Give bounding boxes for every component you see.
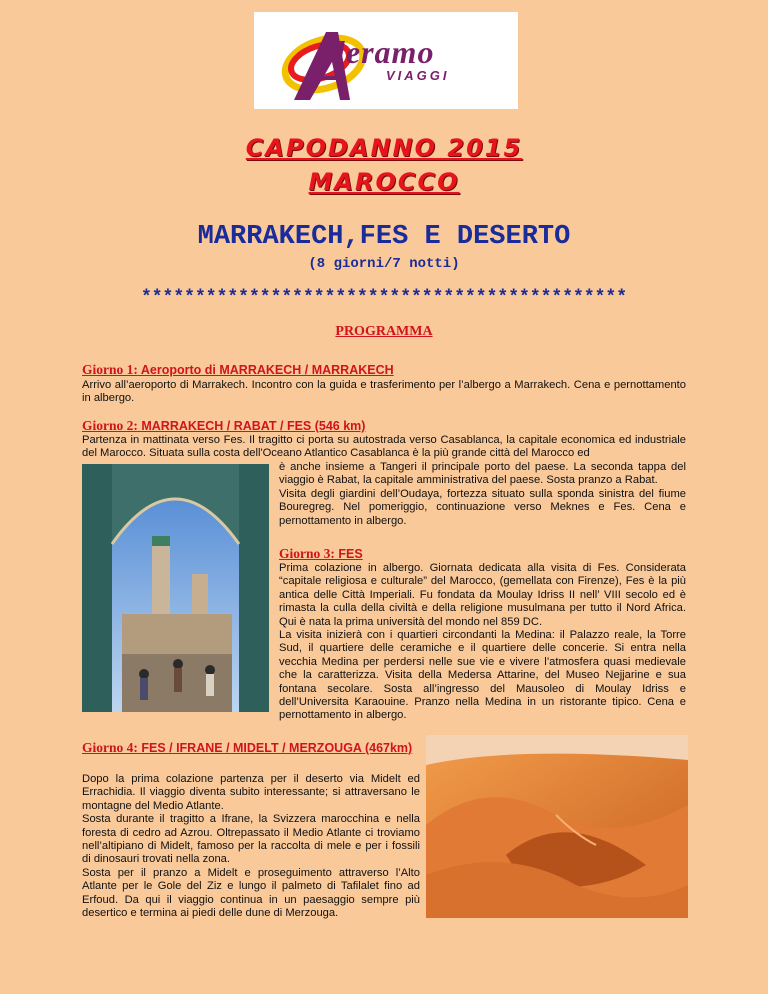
- merzouga-dunes-photo: [426, 735, 688, 918]
- heading-country: MAROCCO: [308, 168, 460, 196]
- day-2-title: Giorno 2: MARRAKECH / RABAT / FES (546 km): [82, 418, 366, 433]
- logo-subtitle: VIAGGI: [386, 68, 450, 83]
- day-4-text: Dopo la prima colazione partenza per il deserto via Midelt ed Errachidia. Il viaggio diventa subito interessante; si attraversano le montagne del Medio Atlante. Sosta durante il tragitto a Ifrane, la Svizzera marocchina e nella foresta di cedro ad Azrou. Oltrepassato il Medio Atlante ci troviamo nell’altipiano di Midelt, famoso per la raccolta di mele e per i fossili di dinosauri trovati nella zona. Sosta per il pranzo a Midelt e proseguimento attraverso l’Alto Atlante per le Gole del Ziz e lungo il palmeto di Tafilalet fino ad Erfoud. Da qui il viaggio continua in un paesaggio sempre più desertico e termina ai piedi delle dune di Merzouga.: [82, 773, 420, 920]
- day-1-title: Giorno 1: Aeroporto di MARRAKECH / MARRAKECH: [82, 362, 394, 377]
- program-heading: PROGRAMMA: [335, 324, 433, 339]
- stars-divider: *********************************************: [140, 288, 628, 308]
- heading-capodanno: CAPODANNO 2015: [245, 134, 523, 162]
- day-2-text: Partenza in mattinata verso Fes. Il tragitto ci porta su autostrada verso Casablanca, la capitale economica ed industriale del Marocco. Situata sulla costa dell'Oceano Atlantico Casablanca è la più grande città del Marocco ed: [82, 434, 686, 460]
- desert-dunes-image-icon: [426, 735, 688, 918]
- agency-logo: [254, 12, 518, 109]
- fes-medina-photo: [82, 464, 269, 712]
- day-1-text: Arrivo all’aeroporto di Marrakech. Incontro con la guida e trasferimento per l’albergo a Marrakech. Cena e pernottamento in albergo.: [82, 379, 686, 405]
- trip-duration: (8 giorni/7 notti): [308, 256, 460, 272]
- fes-gate-image-icon: [82, 464, 269, 712]
- logo-brand: leramo: [336, 34, 435, 70]
- trip-title: MARRAKECH,FES E DESERTO: [197, 222, 571, 252]
- day-4-title: Giorno 4: FES / IFRANE / MIDELT / MERZOUGA (467km): [82, 740, 413, 755]
- day-3-text: Prima colazione in albergo. Giornata dedicata alla visita di Fes. Considerata “capitale religiosa e culturale” del Marocco, (gemellata con Firenze), Fes è la più antica delle Città Imperiali. Fu fondata da Moulay Idriss II nell’ VIII secolo ed è rimasta la culla della civiltà e della religione musulmana per tutto il Nord Africa. Qui è nata la prima università del mondo nel 859 DC. La visita inizierà con i quartieri circondanti la Medina: il Palazzo reale, la Torre Sud, il quartiere delle ceramiche e il quartiere delle concerie. Si entra nella vecchia Medina per perdersi nelle sue vie e vivere l’atmosfera quasi medievale che la caratterizza. Visita della Medersa Attarine, del Museo Nejjarine e sua fontana secolare. Sosta all’ingresso del Mausoleo di Moulay Idriss e dell’Universita Karaouine. Pranzo nella Medina in un ristorante tipico. Cena e pernottamento in albergo.: [279, 562, 686, 722]
- day-3-title: Giorno 3: FES: [279, 546, 363, 561]
- day-2-text-continued: è anche insieme a Tangeri il principale porto del paese. La seconda tappa del viaggio è Rabat, la capitale amministrativa del paese. Sosta pranzo a Rabat. Visita degli giardini dell’Oudaya, fortezza situato sulla sponda sinistra del fiume Bouregreg. Nel pomeriggio, continuazione verso Meknes e Fes. Cena e pernottamento in albergo.: [279, 461, 686, 527]
